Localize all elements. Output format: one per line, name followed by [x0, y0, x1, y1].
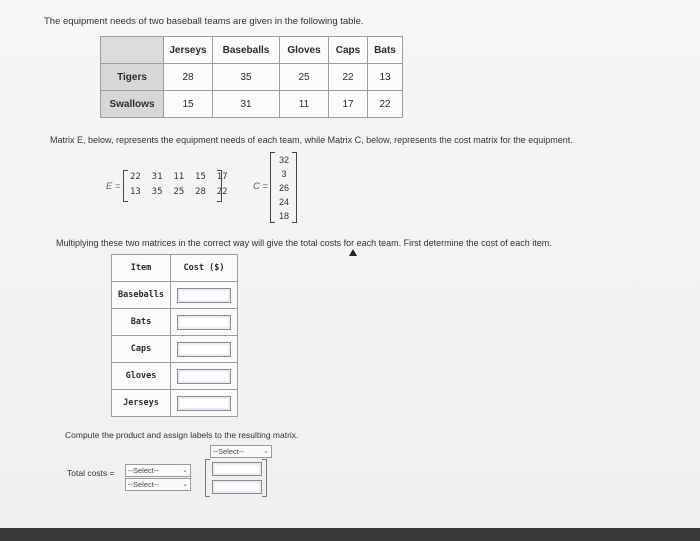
column-label-select[interactable] — [210, 445, 272, 458]
row-label-select-2[interactable] — [125, 478, 191, 491]
table-cell: 35 — [213, 64, 280, 91]
matrix-c-entry: 24 — [278, 197, 289, 207]
table-cell: 17 — [329, 91, 368, 118]
cost-input-jerseys[interactable] — [177, 396, 231, 411]
result-right-bracket — [262, 459, 267, 497]
table-corner — [101, 37, 164, 64]
cost-input-bats[interactable] — [177, 315, 231, 330]
row-label-select-1[interactable] — [125, 464, 191, 477]
col-header: Caps — [329, 37, 368, 64]
matrix-c-entry: 18 — [278, 211, 289, 221]
item-label: Bats — [112, 309, 171, 336]
matrix-e-left-bracket — [123, 170, 128, 202]
item-label: Baseballs — [112, 282, 171, 309]
chevron-down-icon: ⌄ — [263, 448, 269, 455]
col-header: Jerseys — [164, 37, 213, 64]
table-cell: 28 — [164, 64, 213, 91]
col-header: Baseballs — [213, 37, 280, 64]
matrix-e-row: 22 31 11 15 17 — [130, 172, 228, 182]
equipment-table — [100, 36, 403, 118]
matrix-c-right-bracket — [292, 152, 297, 223]
cost-cell — [171, 363, 238, 390]
cost-header: Cost ($) — [171, 255, 238, 282]
cost-input-caps[interactable] — [177, 342, 231, 357]
item-header: Item — [112, 255, 171, 282]
matrix-c-entry: 26 — [278, 183, 289, 193]
table-cell: 15 — [164, 91, 213, 118]
mouse-cursor-icon — [349, 249, 357, 256]
cost-input-baseballs[interactable] — [177, 288, 231, 303]
item-cost-table — [111, 254, 238, 417]
cost-cell — [171, 282, 238, 309]
total-costs-label: Total costs = — [67, 468, 115, 478]
select-value: --Select-- — [128, 480, 159, 489]
chevron-down-icon: ⌄ — [182, 467, 188, 474]
table-cell: 22 — [368, 91, 403, 118]
cost-cell — [171, 336, 238, 363]
compute-instructions: Compute the product and assign labels to the resulting matrix. — [65, 430, 299, 440]
row-label: Tigers — [101, 64, 164, 91]
table-cell: 13 — [368, 64, 403, 91]
matrix-c-left-bracket — [270, 152, 275, 223]
result-left-bracket — [205, 459, 210, 497]
result-input-1[interactable] — [212, 462, 262, 476]
chevron-down-icon: ⌄ — [182, 481, 188, 488]
cost-cell — [171, 390, 238, 417]
result-input-2[interactable] — [212, 480, 262, 494]
select-value: --Select-- — [128, 466, 159, 475]
table-cell: 25 — [280, 64, 329, 91]
table-cell: 22 — [329, 64, 368, 91]
table-cell: 31 — [213, 91, 280, 118]
cost-cell — [171, 309, 238, 336]
item-label: Caps — [112, 336, 171, 363]
matrix-c-label: C = — [253, 181, 269, 192]
multiply-instructions: Multiplying these two matrices in the correct way will give the total costs for each team. First determine the cost of each item. — [56, 238, 552, 248]
intro-text: The equipment needs of two baseball teams are given in the following table. — [44, 16, 364, 27]
matrix-c-entry: 3 — [281, 169, 287, 179]
matrix-e-row: 13 35 25 28 22 — [130, 187, 228, 197]
table-cell: 11 — [280, 91, 329, 118]
col-header: Gloves — [280, 37, 329, 64]
matrix-e-label: E = — [106, 181, 121, 192]
cost-input-gloves[interactable] — [177, 369, 231, 384]
item-label: Jerseys — [112, 390, 171, 417]
row-label: Swallows — [101, 91, 164, 118]
matrix-c-entry: 32 — [278, 155, 289, 165]
matrix-e-right-bracket — [217, 170, 222, 202]
col-header: Bats — [368, 37, 403, 64]
matrix-description: Matrix E, below, represents the equipment needs of each team, while Matrix C, below, represents the cost matrix for the equipment. — [50, 135, 573, 145]
item-label: Gloves — [112, 363, 171, 390]
select-value: --Select-- — [213, 447, 244, 456]
